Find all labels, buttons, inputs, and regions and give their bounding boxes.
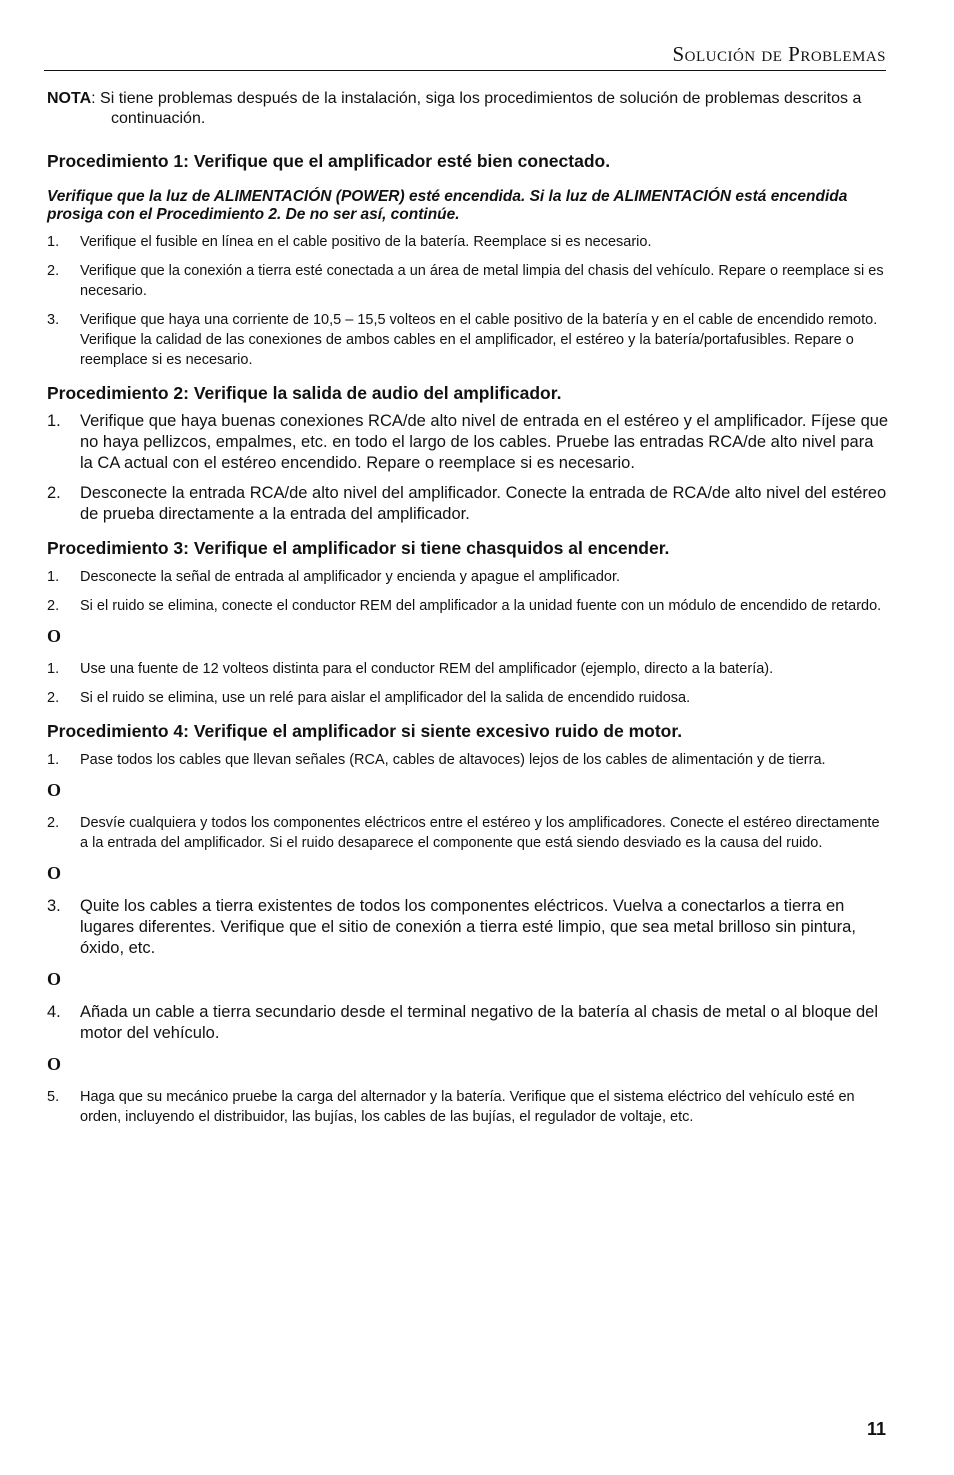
item-number: 5. bbox=[47, 1089, 60, 1105]
list-item bbox=[47, 1002, 889, 1044]
item-text: Pase todos los cables que llevan señales (RCA, cables de altavoces) lejos de los cables de alimentación y de tierra. bbox=[80, 752, 826, 768]
list-item bbox=[47, 567, 889, 587]
item-number: 1. bbox=[47, 752, 60, 768]
procedure-1-heading: Procedimiento 1: Verifique que el amplificador esté bien conectado. bbox=[47, 151, 611, 171]
procedure-4-list-1 bbox=[47, 750, 889, 770]
or-separator: O bbox=[47, 780, 62, 800]
item-text: Desvíe cualquiera y todos los componentes eléctricos entre el estéreo y los amplificadores. Conecte el estéreo directamente a la entrada del amplificador. Si el ruido desaparece el componente que está siendo desviado es la causa del ruido. bbox=[80, 815, 880, 851]
item-number: 1. bbox=[47, 412, 61, 430]
or-separator: O bbox=[47, 969, 62, 989]
list-item bbox=[47, 261, 889, 301]
page-title: Solución de Problemas bbox=[672, 42, 886, 66]
item-text: Añada un cable a tierra secundario desde el terminal negativo de la batería al chasis de metal o al bloque del motor del vehículo. bbox=[80, 1003, 879, 1042]
list-item bbox=[47, 1087, 889, 1127]
list-item bbox=[47, 659, 889, 679]
item-text: Verifique que la conexión a tierra esté conectada a un área de metal limpia del chasis del vehículo. Repare o reemplace si es necesario. bbox=[80, 263, 884, 299]
item-number: 1. bbox=[47, 234, 60, 250]
list-item bbox=[47, 232, 889, 252]
header-rule bbox=[44, 70, 886, 71]
list-item bbox=[47, 813, 889, 853]
item-number: 2. bbox=[47, 690, 60, 706]
or-separator: O bbox=[47, 626, 62, 646]
item-number: 2. bbox=[47, 484, 61, 502]
page-content bbox=[47, 89, 889, 1136]
procedure-2-list bbox=[47, 411, 889, 525]
item-text: Si el ruido se elimina, use un relé para aislar el amplificador del la salida de encendido ruidosa. bbox=[80, 690, 691, 706]
item-number: 3. bbox=[47, 312, 60, 328]
page-number: 11 bbox=[866, 1419, 886, 1439]
list-item bbox=[47, 596, 889, 616]
item-text: Use una fuente de 12 volteos distinta para el conductor REM del amplificador (ejemplo, directo a la batería). bbox=[80, 661, 774, 677]
procedure-2-heading: Procedimiento 2: Verifique la salida de audio del amplificador. bbox=[47, 383, 562, 403]
note-text: : Si tiene problemas después de la instalación, siga los procedimientos de solución de problemas descritos a continuación. bbox=[91, 90, 862, 127]
note-label: NOTA bbox=[47, 90, 92, 107]
procedure-4-heading: Procedimiento 4: Verifique el amplificador si siente excesivo ruido de motor. bbox=[47, 721, 683, 741]
list-item bbox=[47, 688, 889, 708]
item-text: Quite los cables a tierra existentes de todos los componentes eléctricos. Vuelva a conectarlos a tierra en lugares diferentes. Verifique que el sitio de conexión a tierra esté limpio, que sea metal brilloso sin pintura, óxido, etc. bbox=[80, 897, 856, 957]
item-text: Verifique el fusible en línea en el cable positivo de la batería. Reemplace si es necesario. bbox=[80, 234, 652, 250]
list-item bbox=[47, 896, 889, 959]
procedure-4-list-3 bbox=[47, 896, 889, 959]
list-item bbox=[47, 310, 889, 370]
procedure-3-list-a bbox=[47, 567, 889, 616]
procedure-3-list-b bbox=[47, 659, 889, 708]
item-number: 2. bbox=[47, 263, 60, 279]
item-number: 2. bbox=[47, 598, 60, 614]
list-item bbox=[47, 750, 889, 770]
item-number: 2. bbox=[47, 815, 60, 831]
item-number: 1. bbox=[47, 569, 60, 585]
note-paragraph bbox=[47, 89, 889, 129]
list-item bbox=[47, 411, 889, 474]
list-item bbox=[47, 483, 889, 525]
procedure-3-heading: Procedimiento 3: Verifique el amplificador si tiene chasquidos al encender. bbox=[47, 538, 670, 558]
item-text: Desconecte la entrada RCA/de alto nivel del amplificador. Conecte la entrada de RCA/de alto nivel del estéreo de prueba directamente a la entrada del amplificador. bbox=[80, 484, 887, 523]
or-separator: O bbox=[47, 1054, 62, 1074]
item-text: Verifique que haya buenas conexiones RCA/de alto nivel de entrada en el estéreo y el amplificador. Fíjese que no haya pellizcos, empalmes, etc. en todo el largo de los cables. Pruebe las entradas RCA/de alto nivel para la CA actual con el estéreo encendido. Repare o reemplace si es necesario. bbox=[80, 412, 889, 472]
item-number: 4. bbox=[47, 1003, 61, 1021]
procedure-4-list-5 bbox=[47, 1087, 889, 1127]
procedure-4-list-4 bbox=[47, 1002, 889, 1044]
procedure-1-list bbox=[47, 232, 889, 370]
procedure-1-intro: Verifique que la luz de ALIMENTACIÓN (POWER) esté encendida. Si la luz de ALIMENTACIÓN está encendida prosiga con el Procedimiento 2. De no ser así, continúe. bbox=[47, 188, 848, 223]
item-text: Haga que su mecánico pruebe la carga del alternador y la batería. Verifique que el sistema eléctrico del vehículo esté en orden, incluyendo el distribuidor, las bujías, los cables de las bujías, el regulador de voltaje, etc. bbox=[80, 1089, 855, 1125]
procedure-4-list-2 bbox=[47, 813, 889, 853]
item-text: Verifique que haya una corriente de 10,5 – 15,5 volteos en el cable positivo de la batería y en el cable de encendido remoto. Verifique la calidad de las conexiones de ambos cables en el amplificador, el estéreo y la batería/portafusibles. Repare o reemplace si es necesario. bbox=[80, 312, 878, 368]
item-number: 3. bbox=[47, 897, 61, 915]
or-separator: O bbox=[47, 863, 62, 883]
item-number: 1. bbox=[47, 661, 60, 677]
item-text: Si el ruido se elimina, conecte el conductor REM del amplificador a la unidad fuente con un módulo de encendido de retardo. bbox=[80, 598, 882, 614]
item-text: Desconecte la señal de entrada al amplificador y encienda y apague el amplificador. bbox=[80, 569, 621, 585]
